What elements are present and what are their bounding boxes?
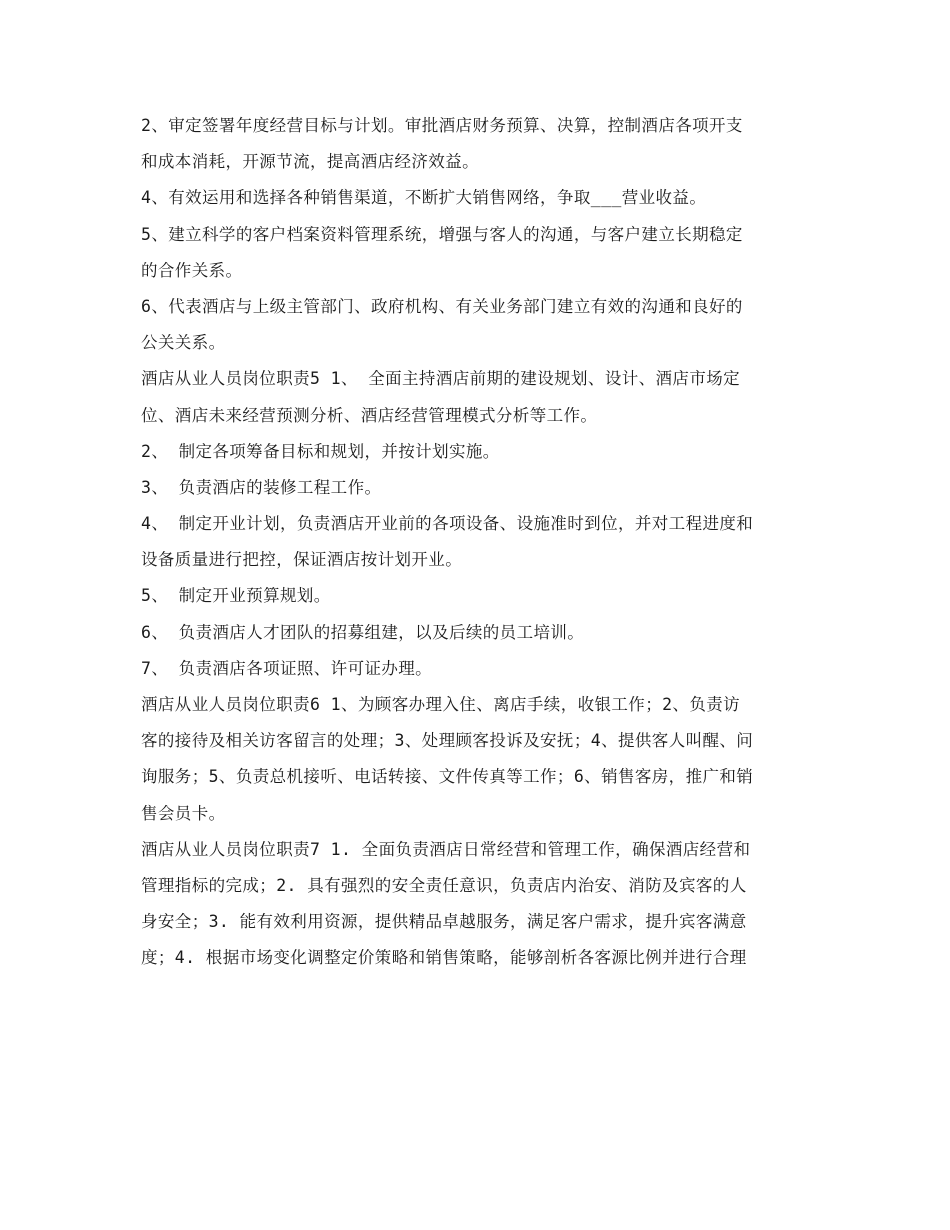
text-line: 酒店从业人员岗位职责7 1. 全面负责酒店日常经营和管理工作，确保酒店经营和 bbox=[141, 839, 751, 859]
text-line: 2、审定签署年度经营目标与计划。审批酒店财务预算、决算，控制酒店各项开支 bbox=[141, 116, 743, 135]
document-body bbox=[141, 108, 821, 977]
text-line: 6、 负责酒店人才团队的招募组建，以及后续的员工培训。 bbox=[141, 622, 585, 642]
text-line: 3、 负责酒店的装修工程工作。 bbox=[141, 477, 382, 497]
text-line: 2、 制定各项筹备目标和规划，并按计划实施。 bbox=[141, 441, 500, 461]
text-line: 4、 制定开业计划，负责酒店开业前的各项设备、设施准时到位，并对工程进度和 bbox=[141, 514, 754, 534]
text-line: 位、酒店未来经营预测分析、酒店经营管理模式分析等工作。 bbox=[141, 405, 598, 425]
text-line: 询服务；5、负责总机接听、电话转接、文件传真等工作；6、销售客房，推广和销 bbox=[141, 767, 754, 787]
text-line: 售会员卡。 bbox=[141, 803, 226, 823]
text-line: 设备质量进行把控，保证酒店按计划开业。 bbox=[141, 550, 463, 570]
text-line: 的合作关系。 bbox=[141, 260, 243, 280]
text-line: 5、 制定开业预算规划。 bbox=[141, 586, 331, 606]
text-line: 和成本消耗，开源节流，提高酒店经济效益。 bbox=[141, 152, 479, 172]
text-line: 客的接待及相关访客留言的处理；3、处理顾客投诉及安抚；4、提供客人叫醒、问 bbox=[141, 731, 754, 751]
text-line: 管理指标的完成；2. 具有强烈的安全责任意识，负责店内治安、消防及宾客的人 bbox=[141, 875, 747, 895]
text-line: 公关关系。 bbox=[141, 333, 226, 353]
text-line: 度；4. 根据市场变化调整定价策略和销售策略，能够剖析各客源比例并进行合理 bbox=[141, 948, 747, 968]
text-line: 4、有效运用和选择各种销售渠道，不断扩大销售网络，争取___营业收益。 bbox=[141, 188, 707, 208]
text-line: 身安全；3. 能有效利用资源，提供精品卓越服务，满足客户需求，提升宾客满意 bbox=[141, 912, 747, 932]
text-line: 酒店从业人员岗位职责5 1、 全面主持酒店前期的建设规划、设计、酒店市场定 bbox=[141, 369, 741, 389]
text-line: 7、 负责酒店各项证照、许可证办理。 bbox=[141, 658, 433, 678]
text-line: 酒店从业人员岗位职责6 1、为顾客办理入住、离店手续，收银工作；2、负责访 bbox=[141, 695, 741, 714]
text-line: 6、代表酒店与上级主管部门、政府机构、有关业务部门建立有效的沟通和良好的 bbox=[141, 296, 743, 316]
text-line: 5、建立科学的客户档案资料管理系统，增强与客人的沟通，与客户建立长期稳定 bbox=[141, 224, 743, 244]
